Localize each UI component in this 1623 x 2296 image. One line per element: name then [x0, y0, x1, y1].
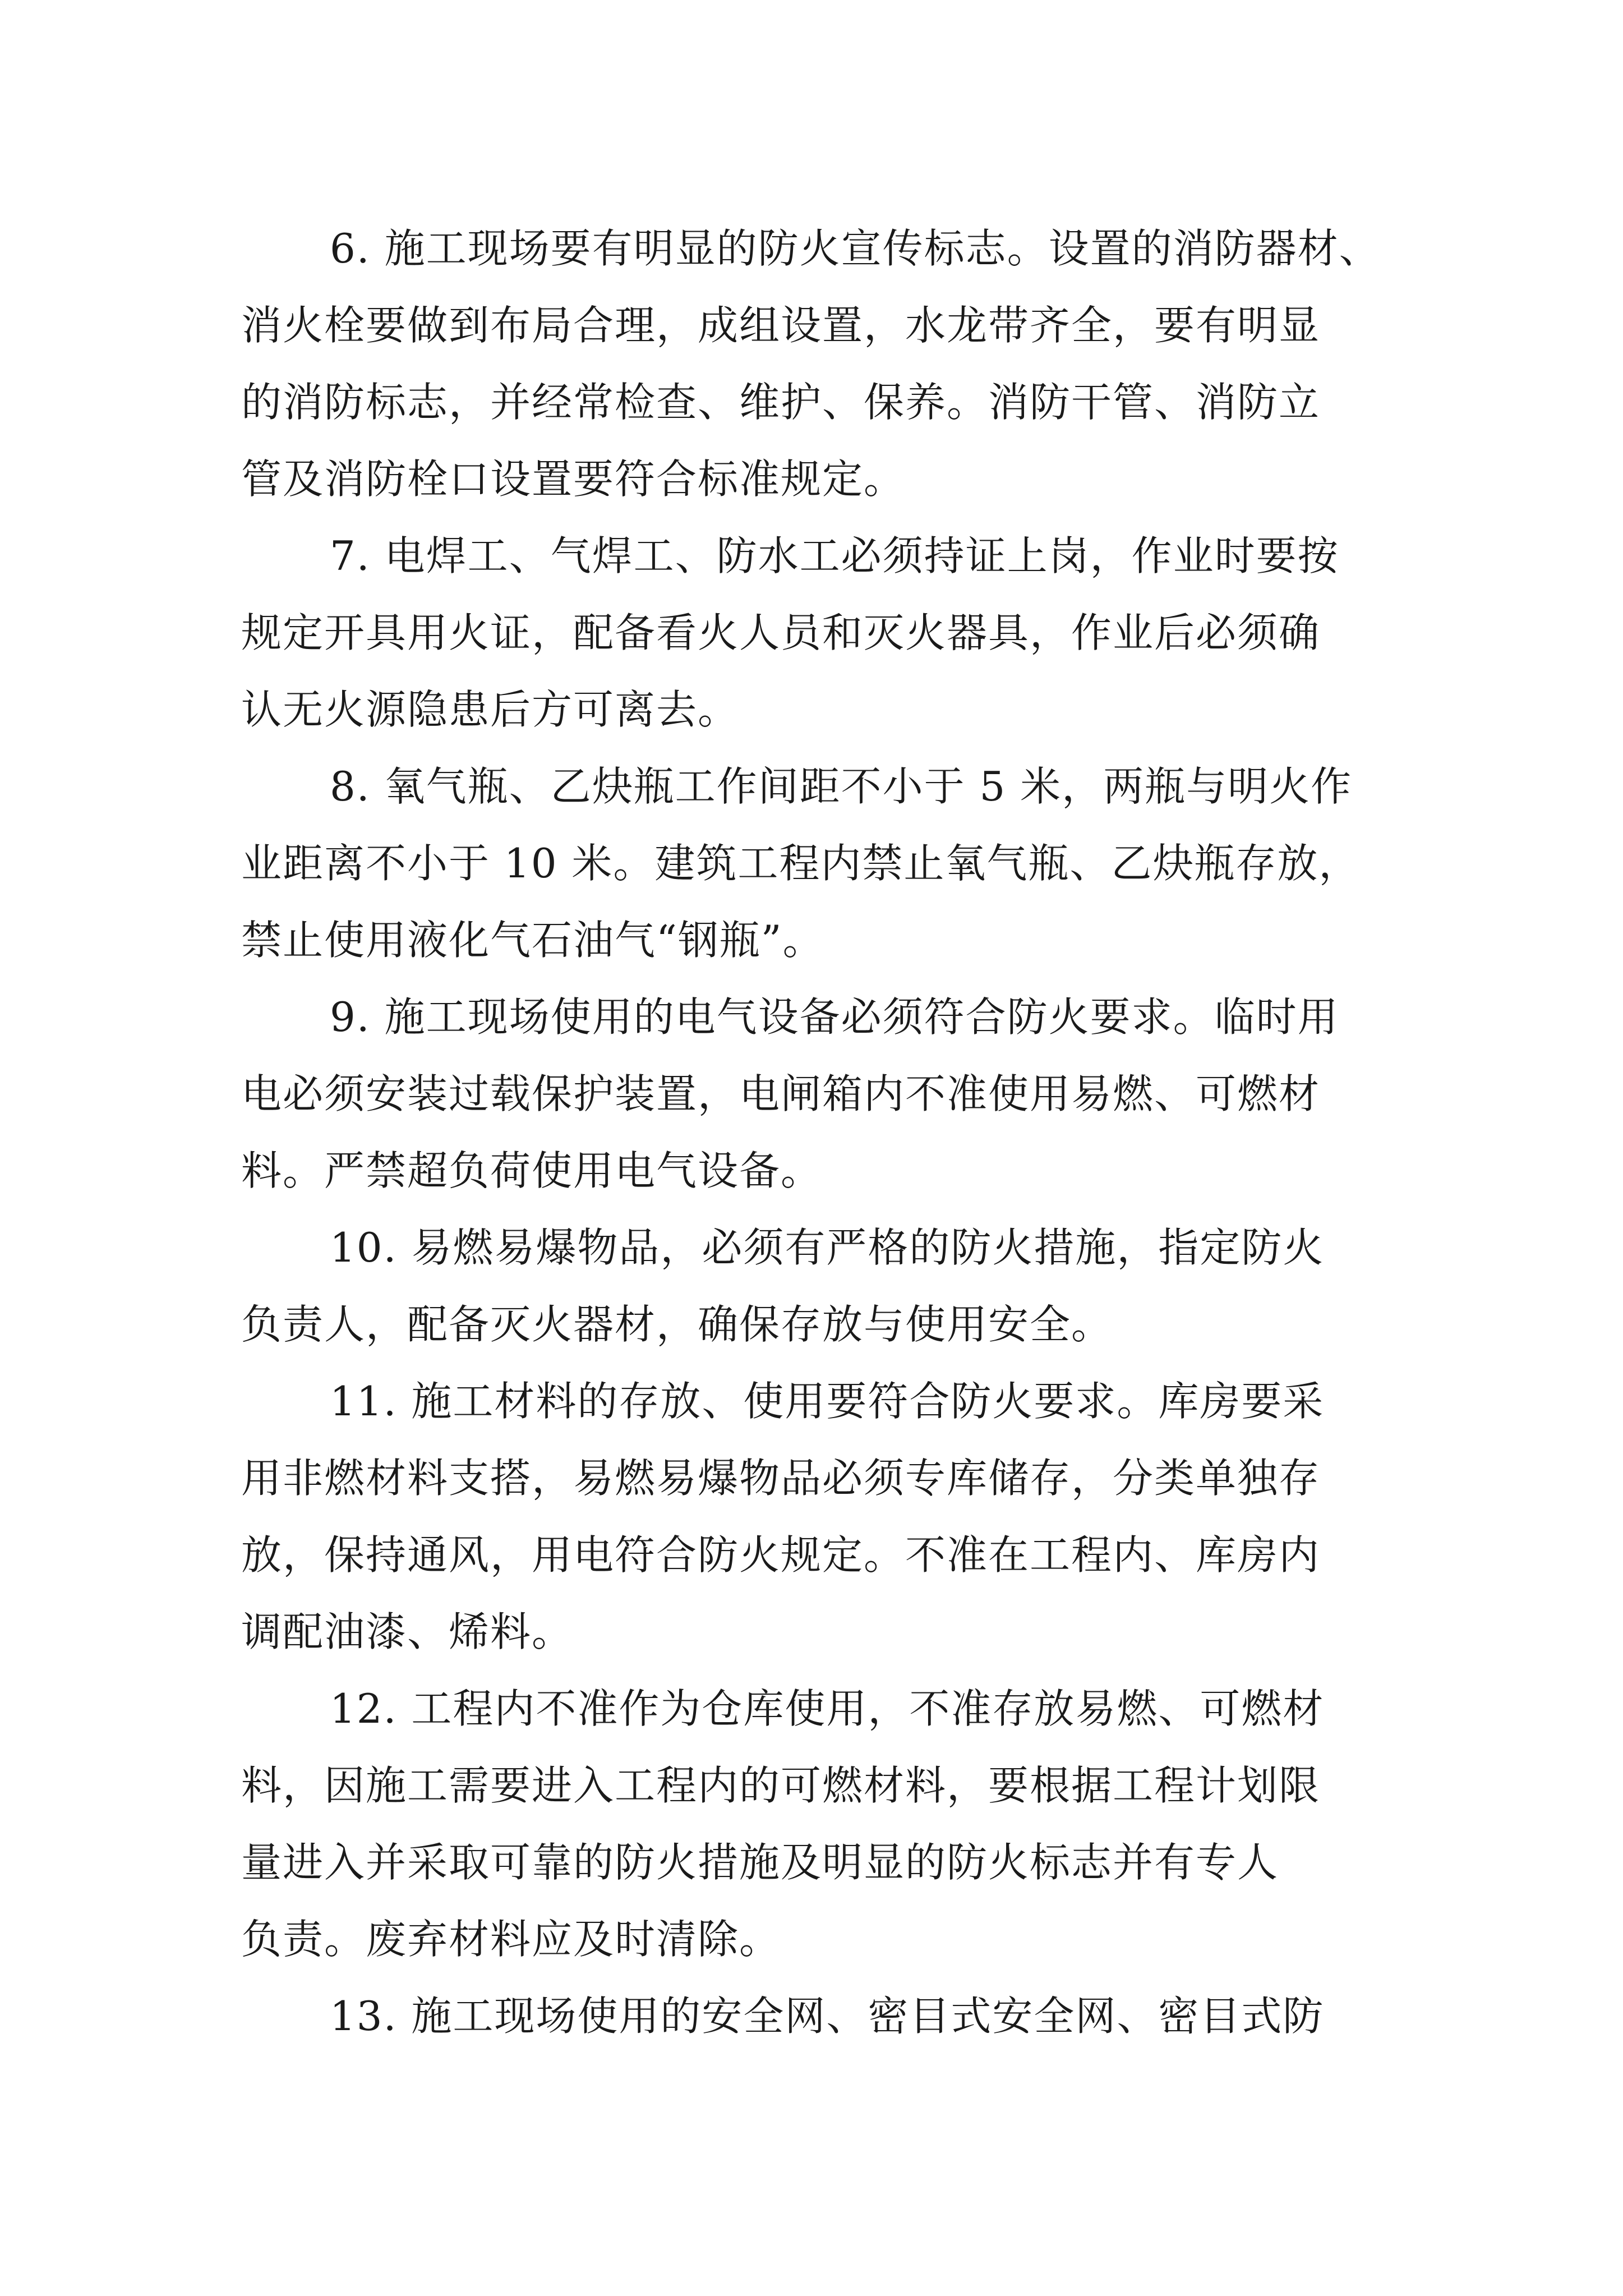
text-line: 调配油漆、烯料。 [241, 1608, 574, 1655]
text-line: 业距离不小于 10 米。建筑工程内禁止氧气瓶、乙炔瓶存放， [241, 840, 1361, 887]
text-line: 料。严禁超负荷使用电气设备。 [241, 1147, 823, 1194]
paragraph-11 [241, 1363, 1438, 1671]
text-line: 6. 施工现场要有明显的防火宣传标志。设置的消防器材、 [330, 225, 1381, 272]
paragraph-7 [241, 518, 1438, 748]
document-body [241, 210, 1438, 2055]
text-line: 消火栓要做到布局合理，成组设置，水龙带齐全，要有明显 [241, 302, 1321, 349]
text-line: 9. 施工现场使用的电气设备必须符合防火要求。临时用 [330, 993, 1339, 1041]
text-line: 13. 施工现场使用的安全网、密目式安全网、密目式防 [330, 1993, 1325, 2040]
paragraph-13 [241, 1978, 1438, 2055]
text-line: 10. 易燃易爆物品，必须有严格的防火措施，指定防火 [330, 1224, 1325, 1271]
text-line: 12. 工程内不准作为仓库使用，不准存放易燃、可燃材 [330, 1685, 1325, 1732]
paragraph-10 [241, 1209, 1438, 1363]
text-line: 管及消防栓口设置要符合标准规定。 [241, 455, 906, 503]
paragraph-9 [241, 979, 1438, 1209]
text-line: 负责人，配备灭火器材，确保存放与使用安全。 [241, 1301, 1113, 1348]
text-line: 量进入并采取可靠的防火措施及明显的防火标志并有专人 [241, 1839, 1279, 1886]
text-line: 11. 施工材料的存放、使用要符合防火要求。库房要采 [330, 1378, 1325, 1425]
text-line: 料，因施工需要进入工程内的可燃材料，要根据工程计划限 [241, 1762, 1321, 1809]
text-line: 规定开具用火证，配备看火人员和灭火器具，作业后必须确 [241, 609, 1321, 656]
text-line: 禁止使用液化气石油气“钢瓶”。 [241, 917, 824, 964]
text-line: 7. 电焊工、气焊工、防水工必须持证上岗，作业时要按 [330, 532, 1339, 579]
text-line: 8. 氧气瓶、乙炔瓶工作间距不小于 5 米，两瓶与明火作 [330, 763, 1353, 810]
text-line: 认无火源隐患后方可离去。 [241, 686, 740, 733]
text-line: 负责。废弃材料应及时清除。 [241, 1916, 781, 1963]
paragraph-12 [241, 1671, 1438, 1978]
paragraph-6 [241, 210, 1438, 518]
text-line: 的消防标志，并经常检查、维护、保养。消防干管、消防立 [241, 379, 1321, 426]
paragraph-8 [241, 748, 1438, 979]
text-line: 放，保持通风，用电符合防火规定。不准在工程内、库房内 [241, 1531, 1321, 1579]
text-line: 用非燃材料支搭，易燃易爆物品必须专库储存，分类单独存 [241, 1455, 1321, 1502]
text-line: 电必须安装过载保护装置，电闸箱内不准使用易燃、可燃材 [241, 1070, 1321, 1117]
